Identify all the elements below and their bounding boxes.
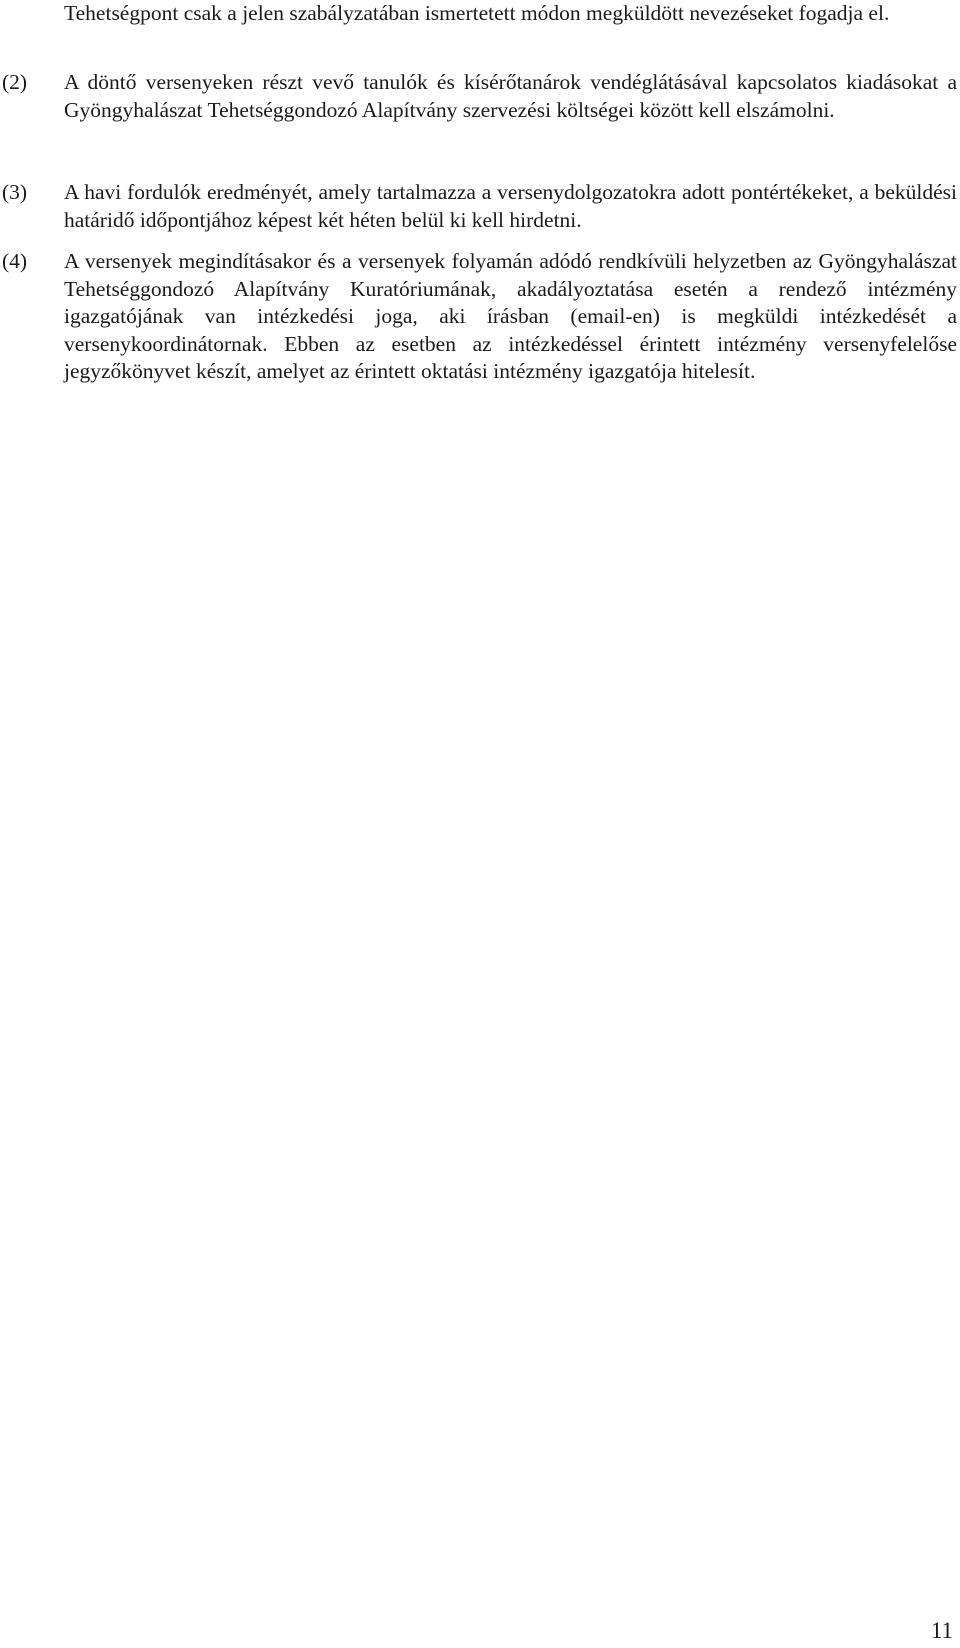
paragraph-number: (2) <box>2 70 28 94</box>
paragraph-text: A havi fordulók eredményét, amely tartalmazza a versenydolgozatokra adott pontértékeket, a beküldési határidő időpontjához képest két héten belül ki kell hirdetni. <box>64 180 957 232</box>
paragraph-number: (4) <box>2 249 28 273</box>
paragraph-number: (3) <box>2 180 28 204</box>
page-number: 11 <box>930 1618 953 1643</box>
paragraph-text: A döntő versenyeken részt vevő tanulók és kísérőtanárok vendéglátásával kapcsolatos kiadásokat a Gyöngyhalászat Tehetséggondozó Alapítvány szervezési költségei között kell elszámolni. <box>64 70 957 122</box>
continuation-paragraph: Tehetségpont csak a jelen szabályzatában ismertetett módon megküldött nevezéseket fogadja el. <box>64 1 890 25</box>
paragraph-text: A versenyek megindításakor és a versenyek folyamán adódó rendkívüli helyzetben az Gyöngyhalászat Tehetséggondozó Alapítvány Kuratóriumának, akadályoztatása esetén a rendező intézmény igazgatójának van intézkedési joga, aki írásban (email-en) is megküldi intézkedését a versenykoordinátornak. Ebben az esetben az intézkedéssel érintett intézmény versenyfelelőse jegyzőkönyvet készít, amelyet az érintett oktatási intézmény igazgatója hitelesít. <box>64 249 957 383</box>
